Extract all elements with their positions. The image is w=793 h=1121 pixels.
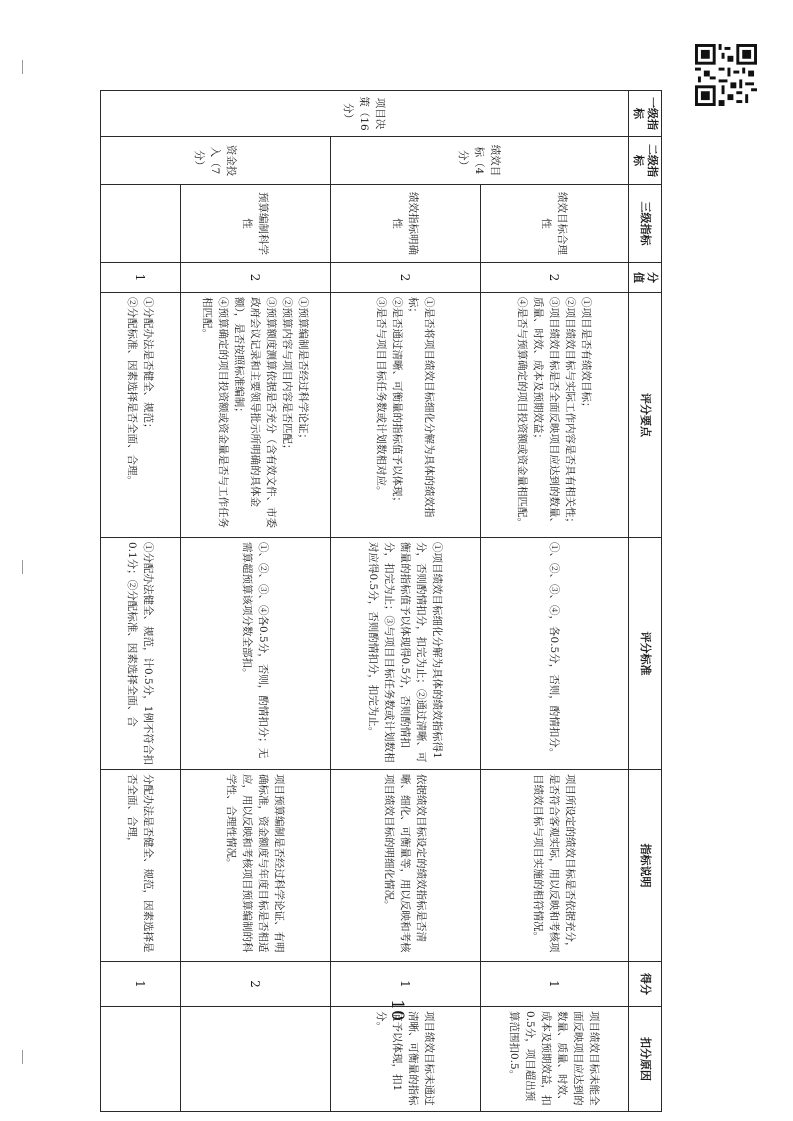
reason-cell: 项目绩效目标未通过清晰、可衡量的指标值予以体现，扣1分。 bbox=[331, 1007, 481, 1112]
point-item: ③项目绩效目标是否全面反映项目应达到的数量、质量、时效、成本及预期效益； bbox=[532, 297, 561, 528]
point-item: ①项目是否有绩效目标； bbox=[580, 297, 593, 413]
table-row bbox=[331, 91, 481, 1112]
reason-cell bbox=[101, 1007, 181, 1112]
point-item: ②项目绩效目标与实际工作内容是否具有相关性； bbox=[564, 297, 577, 528]
header-points: 评分要点 bbox=[629, 293, 662, 538]
table-row bbox=[101, 91, 181, 1112]
point-item: ③预算额度测算依据是否充分（含有效文件、市委政府会议记录和主要领导批示所明确的具体金额），是否按照标准编制； bbox=[233, 297, 278, 528]
explanation-cell: 项目所设定的绩效目标是否依据充分，是否符合客观实际，用以反映和考核项目绩效目标与项目实施的相符情况。 bbox=[481, 770, 629, 962]
points-cell bbox=[331, 293, 481, 538]
header-level3: 三级指标 bbox=[629, 185, 662, 263]
level2-cell: 资金投入（7分） bbox=[101, 137, 331, 185]
table-row bbox=[481, 91, 629, 1112]
standard-cell: ①、②、③、④，各0.5分，否则，酌情扣分。 bbox=[481, 538, 629, 770]
score-cell: 1 bbox=[331, 962, 481, 1007]
point-item: ②是否通过清晰、可衡量的指标值予以体现； bbox=[391, 297, 404, 507]
points-cell bbox=[481, 293, 629, 538]
weight-cell: 2 bbox=[331, 263, 481, 293]
point-item: ②分配标准、因素选择是否全面、合理。 bbox=[126, 297, 139, 486]
level3-cell: 预算编制科学性 bbox=[181, 185, 331, 263]
score-cell: 1 bbox=[101, 962, 181, 1007]
header-row bbox=[629, 91, 662, 1112]
header-reason: 扣分原因 bbox=[629, 1007, 662, 1112]
point-item: ①分配办法是否健全、规范； bbox=[142, 297, 155, 434]
reason-cell bbox=[181, 1007, 331, 1112]
table-row bbox=[181, 91, 331, 1112]
points-cell bbox=[181, 293, 331, 538]
explanation-cell: 项目预算编制是否经过科学论证、有明确标准，资金额度与年度目标是否相适应，用以反映和考核项目预算编制的科学性、合理性情况。 bbox=[181, 770, 331, 962]
page-number: 10 bbox=[386, 999, 407, 1021]
score-cell: 2 bbox=[181, 962, 331, 1007]
standard-cell: ①项目绩效目标细化分解为具体的绩效指标得1分，否则酌情扣分，扣完为止；②通过清晰、可衡量的指标值予以体现得0.5分，否则酌情扣分，扣完为止；③与项目目标任务数或计划数相对应得0.5分，否则酌情扣分，扣完为止。 bbox=[331, 538, 481, 770]
standard-cell: ①、②、③、④各0.5分，否则，酌情扣分；无需算超预算该项分数全部扣。 bbox=[181, 538, 331, 770]
crop-mark bbox=[22, 60, 23, 74]
point-item: ①是否将项目绩效目标细化分解为具体的绩效指标； bbox=[407, 297, 436, 518]
crop-mark bbox=[22, 560, 23, 574]
point-item: ④是否与预算确定的项目投资额或资金量相匹配。 bbox=[516, 297, 529, 528]
score-cell: 1 bbox=[481, 962, 629, 1007]
level3-cell: 绩效目标合理性 bbox=[481, 185, 629, 263]
crop-mark bbox=[22, 1050, 23, 1064]
explanation-cell: 分配办法是否健全、规范，因素选择是否全面、合理， bbox=[101, 770, 181, 962]
points-cell bbox=[101, 293, 181, 538]
point-item: ③是否与项目目标任务数或计划数相对应。 bbox=[375, 297, 388, 497]
point-item: ①预算编制是否经过科学论证； bbox=[297, 297, 310, 444]
weight-cell: 1 bbox=[101, 263, 181, 293]
level2-cell: 绩效目标（4分） bbox=[331, 137, 629, 185]
header-weight: 分值 bbox=[629, 263, 662, 293]
point-item: ②预算内容与项目内容是否匹配； bbox=[281, 297, 294, 455]
weight-cell: 2 bbox=[481, 263, 629, 293]
point-item: ④预算确定的项目投资额或资金量是否与工作任务相匹配。 bbox=[201, 297, 230, 528]
level3-cell bbox=[101, 185, 181, 263]
explanation-cell: 依据绩效目标设定的绩效指标是否清晰、细化、可衡量等，用以反映和考核项目绩效目标的明细化情况。 bbox=[331, 770, 481, 962]
reason-cell: 项目绩效目标未能全面反映项目应达到的数量、质量、时效、成本及预期效益，扣0.5分，项目超出预算范围扣0.5。 bbox=[481, 1007, 629, 1112]
header-level1: 一级指标 bbox=[629, 91, 662, 137]
evaluation-table-rotated bbox=[102, 90, 662, 1111]
qr-code-image bbox=[695, 44, 757, 106]
header-explanation: 指标说明 bbox=[629, 770, 662, 962]
weight-cell: 2 bbox=[181, 263, 331, 293]
standard-cell: ①分配办法健全、规范，计0.5分，1例不符合扣0.1分；②分配标准、因素选择全面、合 bbox=[101, 538, 181, 770]
evaluation-table bbox=[100, 90, 662, 1112]
header-standard: 评分标准 bbox=[629, 538, 662, 770]
level1-cell: 项目决策（16分） bbox=[101, 91, 629, 137]
header-level2: 二级指标 bbox=[629, 137, 662, 185]
header-score: 得分 bbox=[629, 962, 662, 1007]
level3-cell: 绩效指标明确性 bbox=[331, 185, 481, 263]
